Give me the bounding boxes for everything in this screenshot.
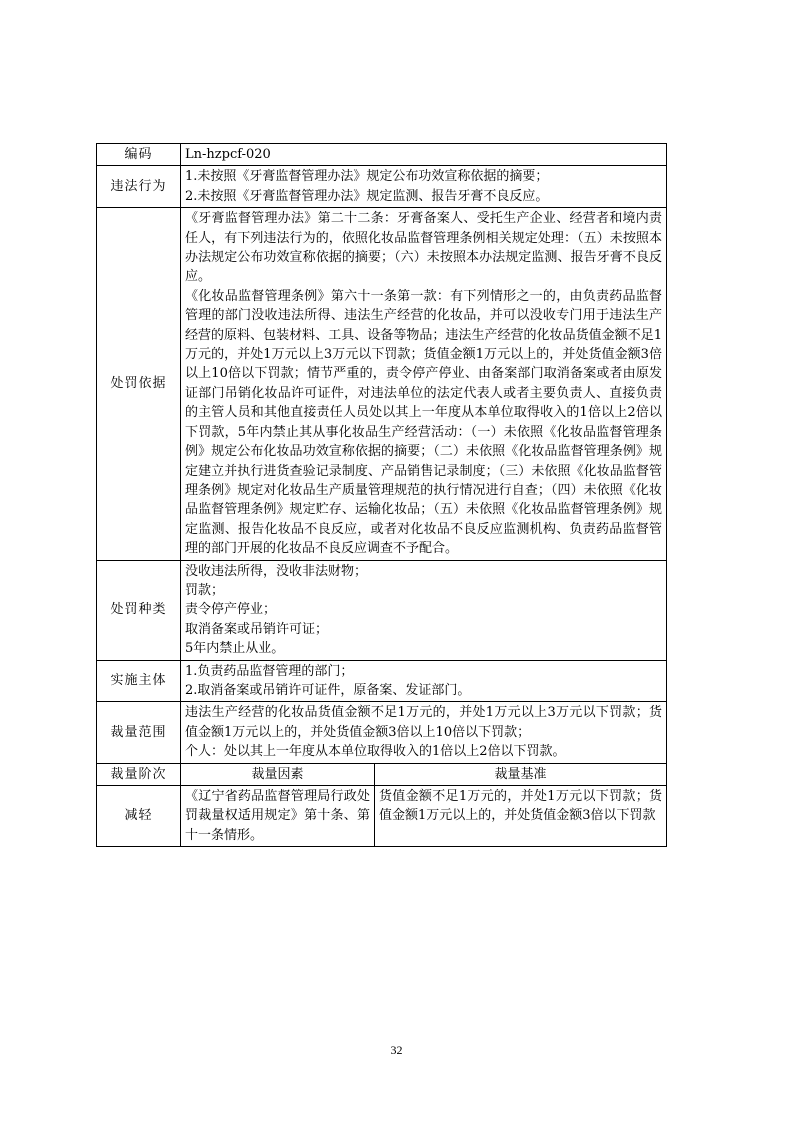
levels-label: 裁量阶次 — [97, 763, 181, 785]
violation-label: 违法行为 — [97, 166, 181, 208]
enforcer-row — [97, 660, 667, 702]
enforcer-item: 2.取消备案或吊销许可证件，原备案、发证部门。 — [185, 682, 471, 698]
penalty-type-item: 没收违法所得，没收非法财物； — [185, 563, 368, 579]
range-row — [97, 702, 667, 763]
penalty-type-item: 5年内禁止从业。 — [185, 641, 285, 657]
penalty-type-item: 取消备案或吊销许可证； — [185, 621, 329, 637]
violation-item: 2.未按照《牙膏监督管理办法》规定监测、报告牙膏不良反应。 — [185, 188, 549, 204]
penalty-types-content — [181, 560, 667, 660]
violation-row — [97, 166, 667, 208]
range-item: 违法生产经营的化妆品货值金额不足1万元的，并处1万元以上3万元以下罚款；货值金额1万元以上的，并处货值金额3倍以上10倍以下罚款； — [185, 705, 662, 740]
code-value: Ln-hzpcf-020 — [181, 144, 667, 166]
penalty-types-row — [97, 560, 667, 660]
levels-header-row — [97, 763, 667, 785]
penalty-types-label: 处罚种类 — [97, 560, 181, 660]
range-label: 裁量范围 — [97, 702, 181, 763]
code-label: 编码 — [97, 144, 181, 166]
basis-content — [181, 208, 667, 560]
page-number: 32 — [390, 1043, 403, 1057]
code-row — [97, 144, 667, 166]
standard-header: 裁量基准 — [375, 763, 667, 785]
level-standard: 货值金额不足1万元的，并处1万元以下罚款；货值金额1万元以上的，并处货值金额3倍以下罚款 — [375, 786, 667, 847]
violation-content — [181, 166, 667, 208]
range-item: 个人：处以其上一年度从本单位取得收入的1倍以上2倍以下罚款。 — [185, 744, 566, 760]
penalty-type-item: 罚款； — [185, 582, 225, 598]
enforcer-label: 实施主体 — [97, 660, 181, 702]
level-factor: 《辽宁省药品监督管理局行政处罚裁量权适用规定》第十条、第十一条情形。 — [181, 786, 375, 847]
penalty-table — [96, 143, 667, 847]
basis-row — [97, 208, 667, 560]
enforcer-content — [181, 660, 667, 702]
factor-header: 裁量因素 — [181, 763, 375, 785]
range-content — [181, 702, 667, 763]
basis-paragraph: 《牙膏监督管理办法》第二十二条：牙膏备案人、受托生产企业、经营者和境内责任人，有下列违法行为的，依照化妆品监督管理条例相关规定处理：（五）未按照本办法规定公布功效宣称依据的摘要；（六）未按照本办法规定监测、报告牙膏不良反应。 — [185, 211, 662, 285]
enforcer-item: 1.负责药品监督管理的部门； — [185, 663, 354, 679]
level-row-mitigate — [97, 786, 667, 847]
basis-paragraph: 《化妆品监督管理条例》第六十一条第一款：有下列情形之一的，由负责药品监督管理的部门没收违法所得、违法生产经营的化妆品，并可以没收专门用于违法生产经营的原料、包装材料、工具、设备等物品；违法生产经营的化妆品货值金额不足1万元的，并处1万元以上3万元以下罚款；货值金额1万元以上的，并处货值金额3倍以上10倍以下罚款；情节严重的，责令停产停业、由备案部门取消备案或者由原发证部门吊销化妆品许可证件，对违法单位的法定代表人或者主要负责人、直接负责的主管人员和其他直接责任人员处以其上一年度从本单位取得收入的1倍以上2倍以下罚款，5年内禁止其从事化妆品生产经营活动：（一）未依照《化妆品监督管理条例》规定公布化妆品功效宣称依据的摘要；（二）未依照《化妆品监督管理条例》规定建立并执行进货查验记录制度、产品销售记录制度；（三）未依照《化妆品监督管理条例》规定对化妆品生产质量管理规范的执行情况进行自查；（四）未依照《化妆品监督管理条例》规定贮存、运输化妆品；（五）未依照《化妆品监督管理条例》规定监测、报告化妆品不良反应，或者对化妆品不良反应监测机构、负责药品监督管理的部门开展的化妆品不良反应调查不予配合。 — [185, 288, 662, 557]
level-name: 减轻 — [97, 786, 181, 847]
violation-item: 1.未按照《牙膏监督管理办法》规定公布功效宣称依据的摘要； — [185, 169, 549, 185]
basis-label: 处罚依据 — [97, 208, 181, 560]
penalty-type-item: 责令停产停业； — [185, 602, 277, 618]
